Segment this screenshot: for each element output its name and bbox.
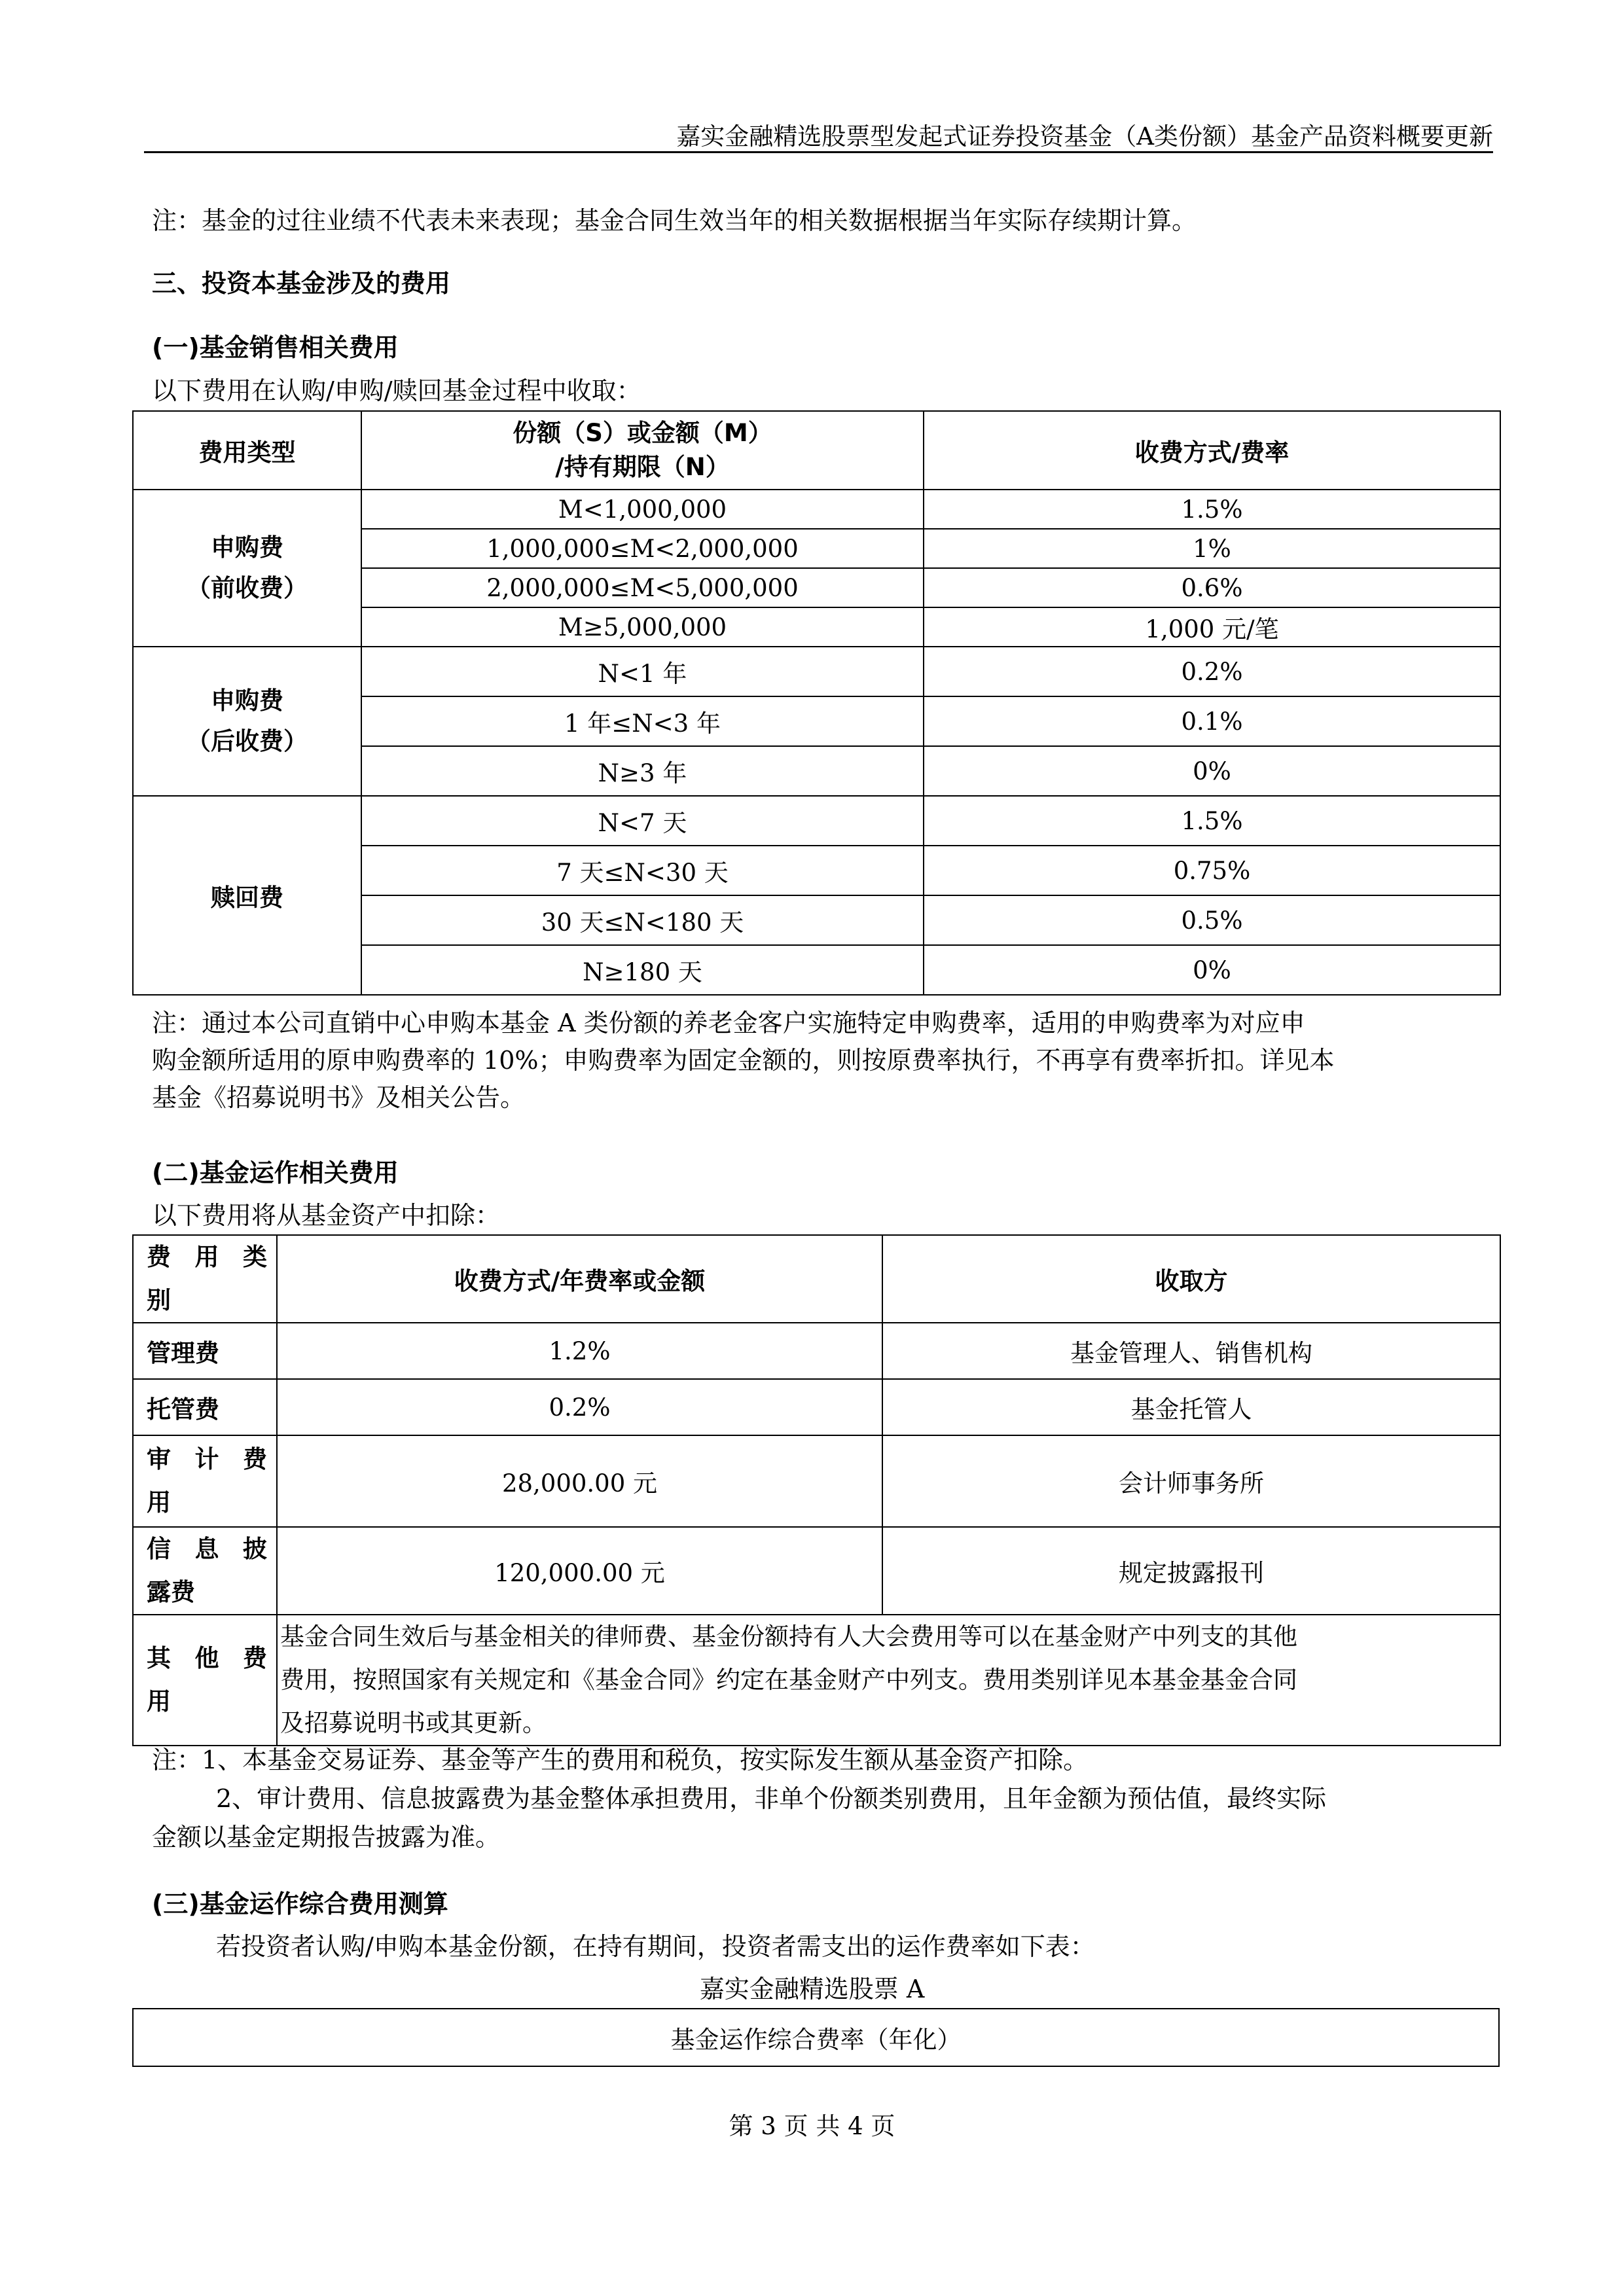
op-payee-cell: 基金管理人、销售机构 [882, 1323, 1500, 1379]
op-payee-cell: 基金托管人 [882, 1379, 1500, 1435]
basis-cell: N≥180 天 [361, 945, 924, 995]
op-fee-type-cell [133, 1527, 277, 1615]
basis-cell: 2,000,000≤M<5,000,000 [361, 568, 924, 607]
op-type-line-1: 审 计 费 [147, 1445, 267, 1473]
table-row [133, 1435, 1500, 1527]
comprehensive-fee-intro: 若投资者认购/申购本基金份额，在持有期间，投资者需支出的运作费率如下表： [216, 1932, 1095, 1961]
table-row [133, 1527, 1500, 1615]
col-basis [361, 411, 924, 490]
back-purchase-fee-label [133, 647, 361, 796]
basis-cell: M<1,000,000 [361, 490, 924, 529]
rate-cell: 1,000 元/笔 [924, 607, 1500, 647]
col-op-type-line-1: 费 用 类 [147, 1243, 267, 1271]
col-op-rate: 收费方式/年费率或金额 [277, 1235, 882, 1323]
col-op-type-line-2: 别 [147, 1286, 171, 1314]
page-header-title: 嘉实金融精选股票型发起式证券投资基金（A类份额）基金产品资料概要更新 [676, 122, 1493, 151]
other-fee-line: 及招募说明书或其更新。 [280, 1709, 547, 1737]
other-fee-line: 基金合同生效后与基金相关的律师费、基金份额持有人大会费用等可以在基金财产中列支的其他 [280, 1623, 1297, 1651]
redemption-fee-label: 赎回费 [133, 796, 361, 995]
basis-cell: 30 天≤N<180 天 [361, 895, 924, 945]
performance-note: 注：基金的过往业绩不代表未来表现；基金合同生效当年的相关数据根据当年实际存续期计算。 [152, 206, 1197, 235]
rate-cell: 0% [924, 945, 1500, 995]
col-op-type [133, 1235, 277, 1323]
op-fee-type-cell [133, 1435, 277, 1527]
rate-cell: 0.5% [924, 895, 1500, 945]
operation-fee-notes [152, 1741, 1493, 1857]
op-rate-cell: 120,000.00 元 [277, 1527, 882, 1615]
col-comprehensive-rate: 基金运作综合费率（年化） [133, 2009, 1499, 2066]
op-rate-cell: 0.2% [277, 1379, 882, 1435]
basis-cell: 1,000,000≤M<2,000,000 [361, 529, 924, 568]
op-rate-cell: 1.2% [277, 1323, 882, 1379]
sales-fee-note [152, 1005, 1493, 1117]
sales-fee-header-row [133, 411, 1500, 490]
sales-fee-table [132, 410, 1501, 996]
basis-cell: M≥5,000,000 [361, 607, 924, 647]
back-label-line-1: 申购费 [211, 687, 283, 715]
table-row [133, 1323, 1500, 1379]
rate-cell: 1% [924, 529, 1500, 568]
front-label-line-2: （前收费） [187, 574, 308, 602]
sales-note-line: 注：通过本公司直销中心申购本基金 A 类份额的养老金客户实施特定申购费率，适用的申购费率为对应申 [152, 1009, 1305, 1037]
rate-cell: 0.1% [924, 696, 1500, 746]
operation-fee-intro: 以下费用将从基金资产中扣除： [152, 1201, 501, 1230]
front-purchase-fee-label [133, 490, 361, 647]
rate-cell: 1.5% [924, 490, 1500, 529]
op-type-line-2: 露费 [147, 1578, 195, 1606]
sales-fee-title: (一)基金销售相关费用 [152, 333, 399, 362]
back-label-line-2: （后收费） [187, 727, 308, 755]
col-rate: 收费方式/费率 [924, 411, 1500, 490]
rate-cell: 0.6% [924, 568, 1500, 607]
col-fee-type: 费用类型 [133, 411, 361, 490]
comprehensive-header-row [133, 2009, 1499, 2066]
page-number: 第 3 页 共 4 页 [729, 2112, 895, 2140]
op-fee-type-cell: 管理费 [133, 1323, 277, 1379]
basis-cell: N<7 天 [361, 796, 924, 846]
basis-cell: 1 年≤N<3 年 [361, 696, 924, 746]
operation-fee-header-row [133, 1235, 1500, 1323]
basis-cell: 7 天≤N<30 天 [361, 846, 924, 895]
rate-cell: 0% [924, 746, 1500, 796]
operation-note-line: 注：1、本基金交易证券、基金等产生的费用和税负，按实际发生额从基金资产扣除。 [152, 1746, 1089, 1774]
col-op-payee: 收取方 [882, 1235, 1500, 1323]
table-row [133, 647, 1500, 696]
header-rule [144, 151, 1493, 153]
rate-cell: 1.5% [924, 796, 1500, 846]
op-payee-cell: 规定披露报刊 [882, 1527, 1500, 1615]
table-row [133, 1379, 1500, 1435]
comprehensive-table-caption: 嘉实金融精选股票 A [699, 1975, 925, 2003]
operation-note-line: 2、审计费用、信息披露费为基金整体承担费用，非单个份额类别费用，且年金额为预估值，最终实际 [216, 1784, 1327, 1813]
op-fee-type-cell [133, 1615, 277, 1746]
basis-cell: N<1 年 [361, 647, 924, 696]
other-type-line-2: 用 [147, 1687, 171, 1715]
other-fee-description [277, 1615, 1500, 1746]
comprehensive-fee-table [132, 2008, 1500, 2067]
op-payee-cell: 会计师事务所 [882, 1435, 1500, 1527]
op-type-line-2: 用 [147, 1488, 171, 1516]
basis-cell: N≥3 年 [361, 746, 924, 796]
op-fee-type-cell: 托管费 [133, 1379, 277, 1435]
operation-note-line: 金额以基金定期报告披露为准。 [152, 1823, 501, 1852]
sales-note-line: 基金《招募说明书》及相关公告。 [152, 1083, 526, 1112]
table-row [133, 490, 1500, 529]
operation-fee-table [132, 1234, 1501, 1746]
other-type-line-1: 其 他 费 [147, 1644, 267, 1672]
table-row [133, 796, 1500, 846]
sales-note-line: 购金额所适用的原申购费率的 10%；申购费率为固定金额的，则按原费率执行，不再享有费率折扣。详见本 [152, 1046, 1335, 1075]
col-basis-line-2: /持有期限（N） [555, 453, 730, 481]
comprehensive-fee-title: (三)基金运作综合费用测算 [152, 1890, 448, 1918]
sales-fee-intro: 以下费用在认购/申购/赎回基金过程中收取： [152, 376, 641, 405]
op-rate-cell: 28,000.00 元 [277, 1435, 882, 1527]
col-basis-line-1: 份额（S）或金额（M） [513, 419, 772, 447]
table-row [133, 1615, 1500, 1746]
front-label-line-1: 申购费 [211, 533, 283, 562]
section-3-title: 三、投资本基金涉及的费用 [152, 269, 451, 298]
op-type-line-1: 信 息 披 [147, 1535, 267, 1563]
rate-cell: 0.75% [924, 846, 1500, 895]
other-fee-line: 费用，按照国家有关规定和《基金合同》约定在基金财产中列支。费用类别详见本基金基金合同 [280, 1666, 1297, 1694]
operation-fee-title: (二)基金运作相关费用 [152, 1158, 399, 1187]
rate-cell: 0.2% [924, 647, 1500, 696]
